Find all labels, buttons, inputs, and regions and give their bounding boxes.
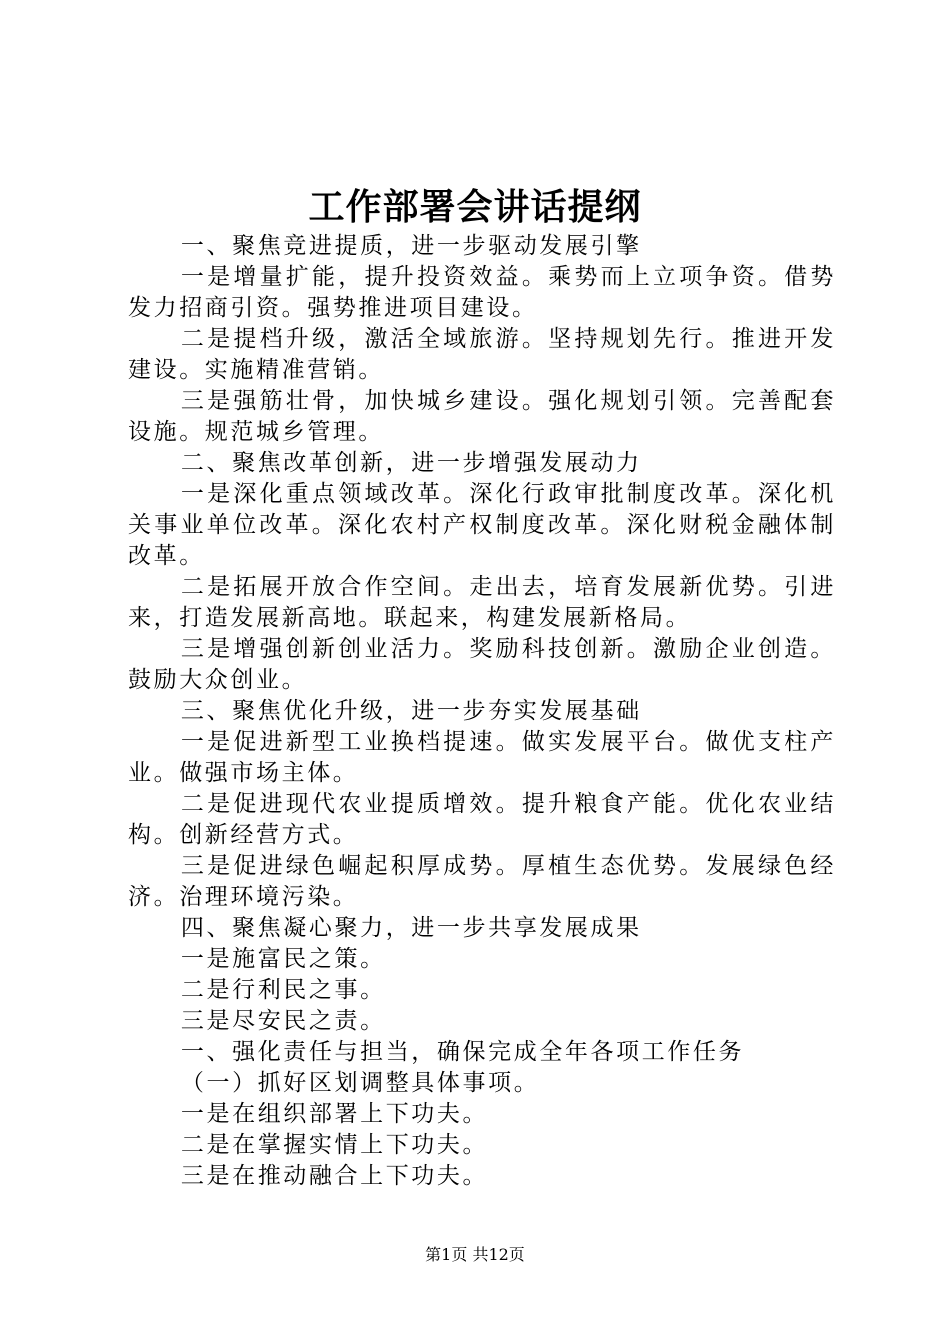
document-body <box>128 231 836 1192</box>
paragraph: 一是深化重点领域改革。深化行政审批制度改革。深化机关事业单位改革。深化农村产权制度改革。深化财税金融体制改革。 <box>128 481 836 569</box>
section-heading: 一、聚焦竞进提质，进一步驱动发展引擎 <box>180 233 642 259</box>
document-title: 工作部署会讲话提纲 <box>308 186 642 228</box>
page-number-footer: 第1页 共12页 <box>425 1245 525 1264</box>
section-heading: 四、聚焦凝心聚力，进一步共享发展成果 <box>180 915 642 941</box>
paragraph: 二是拓展开放合作空间。走出去，培育发展新优势。引进来，打造发展新高地。联起来，构建发展新格局。 <box>128 574 836 631</box>
paragraph: 一是增量扩能，提升投资效益。乘势而上立项争资。借势发力招商引资。强势推进项目建设。 <box>128 264 836 321</box>
paragraph: 三是在推动融合上下功夫。 <box>180 1163 489 1189</box>
paragraph: 三是促进绿色崛起积厚成势。厚植生态优势。发展绿色经济。治理环境污染。 <box>128 853 836 910</box>
paragraph: 三是强筋壮骨，加快城乡建设。强化规划引领。完善配套设施。规范城乡管理。 <box>128 388 836 445</box>
paragraph: 三是尽安民之责。 <box>180 1008 386 1034</box>
paragraph: 二是促进现代农业提质增效。提升粮食产能。优化农业结构。创新经营方式。 <box>128 791 836 848</box>
subsection-heading: （一）抓好区划调整具体事项。 <box>180 1070 540 1096</box>
paragraph: 二是行利民之事。 <box>180 977 386 1003</box>
section-heading: 三、聚焦优化升级，进一步夯实发展基础 <box>180 698 642 724</box>
paragraph: 二是在掌握实情上下功夫。 <box>180 1132 489 1158</box>
paragraph: 一是施富民之策。 <box>180 946 386 972</box>
paragraph: 三是增强创新创业活力。奖励科技创新。激励企业创造。鼓励大众创业。 <box>128 636 836 693</box>
paragraph: 二是提档升级，激活全域旅游。坚持规划先行。推进开发建设。实施精准营销。 <box>128 326 836 383</box>
section-heading: 二、聚焦改革创新，进一步增强发展动力 <box>180 450 642 476</box>
section-heading: 一、强化责任与担当，确保完成全年各项工作任务 <box>180 1039 745 1065</box>
paragraph: 一是促进新型工业换档提速。做实发展平台。做优支柱产业。做强市场主体。 <box>128 729 836 786</box>
paragraph: 一是在组织部署上下功夫。 <box>180 1101 489 1127</box>
